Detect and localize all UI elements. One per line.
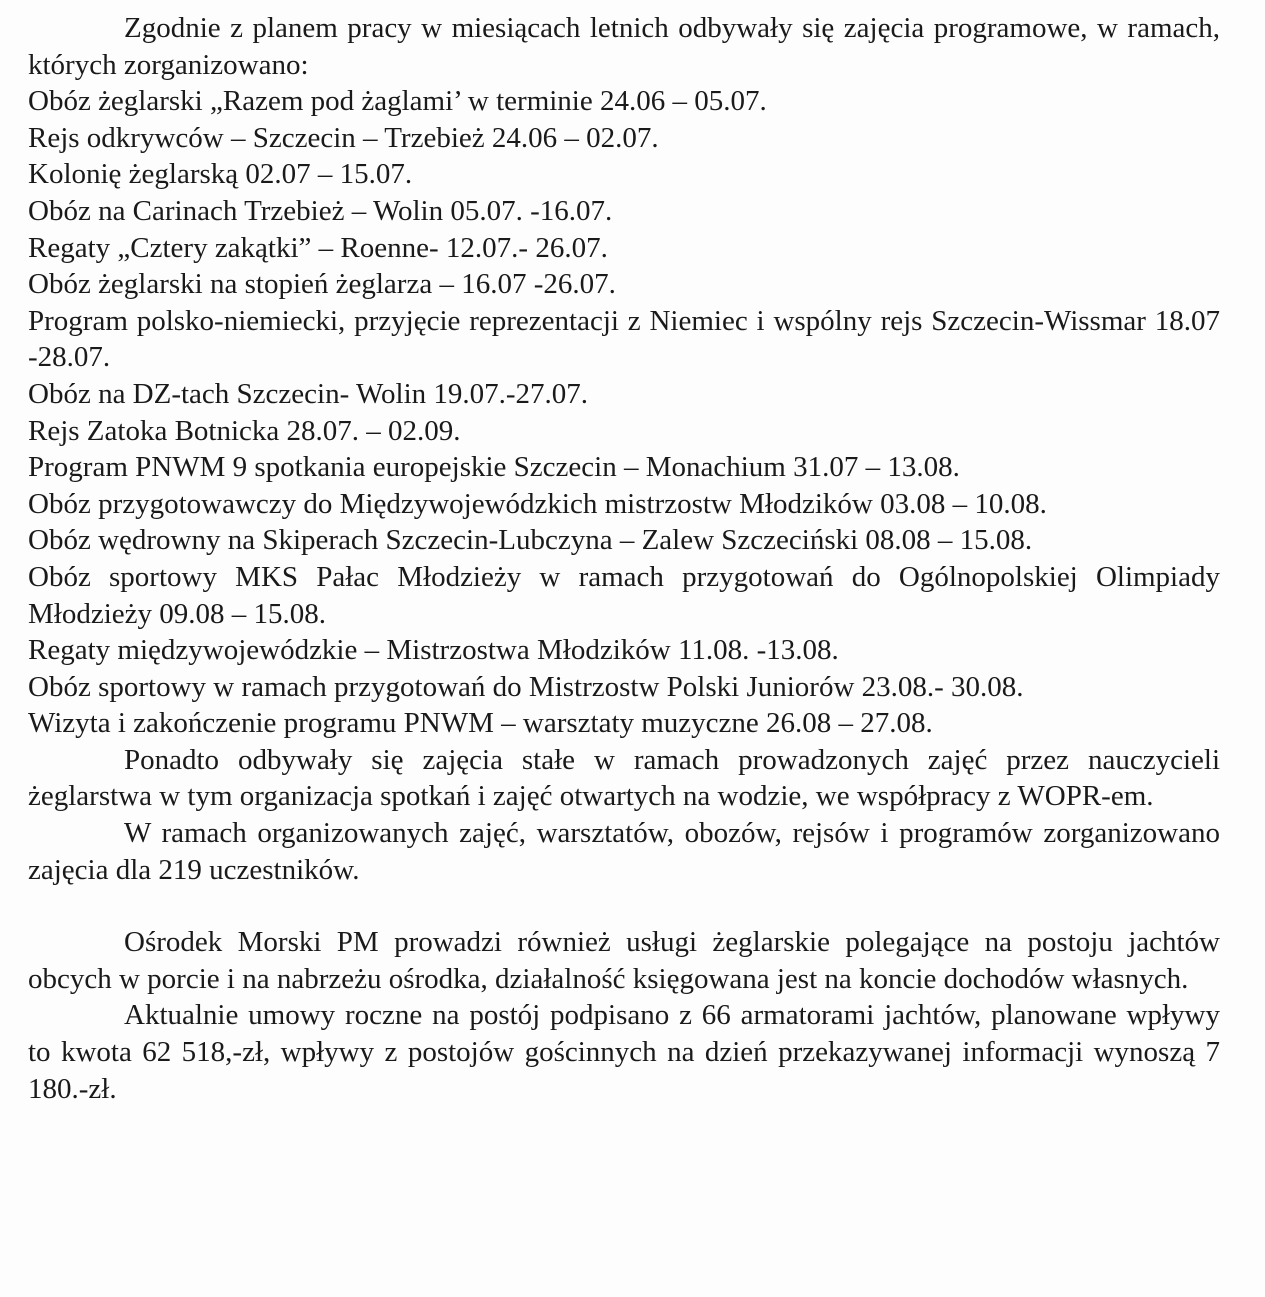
event-item: Rejs Zatoka Botnicka 28.07. – 02.09. bbox=[28, 414, 461, 447]
event-item: Kolonię żeglarską 02.07 – 15.07. bbox=[28, 158, 413, 191]
event-item: Obóz żeglarski na stopień żeglarza – 16.07 -26.07. bbox=[28, 268, 616, 301]
document-body bbox=[28, 10, 1220, 1107]
event-item: Obóz na DZ-tach Szczecin- Wolin 19.07.-27.07. bbox=[28, 377, 589, 410]
annual-contracts-paragraph: Aktualnie umowy roczne na postój podpisano z 66 armatorami jachtów, planowane wpływy to kwota 62 518,-zł, wpływy z postojów gościnnych na dzień przekazywanej informacji wynoszą 7 180.-zł. bbox=[28, 999, 1220, 1105]
event-item: Program PNWM 9 spotkania europejskie Szczecin – Monachium 31.07 – 13.08. bbox=[28, 451, 960, 484]
event-item: Obóz sportowy MKS Pałac Młodzieży w ramach przygotowań do Ogólnopolskiej Olimpiady Młodzieży 09.08 – 15.08. bbox=[28, 560, 1220, 630]
sailing-services-paragraph: Ośrodek Morski PM prowadzi również usługi żeglarskie polegające na postoju jachtów obcych w porcie i na nabrzeżu ośrodka, działalność księgowana jest na koncie dochodów własnych. bbox=[28, 926, 1220, 995]
paragraph-spacer bbox=[28, 888, 1220, 924]
event-list bbox=[28, 83, 1220, 742]
event-item: Obóz żeglarski „Razem pod żaglami’ w terminie 24.06 – 05.07. bbox=[28, 85, 767, 118]
event-item: Obóz sportowy w ramach przygotowań do Mistrzostw Polski Juniorów 23.08.- 30.08. bbox=[28, 670, 1024, 703]
participants-paragraph: W ramach organizowanych zajęć, warsztatów, obozów, rejsów i programów zorganizowano zajęcia dla 219 uczestników. bbox=[28, 817, 1220, 886]
event-item: Wizyta i zakończenie programu PNWM – warsztaty muzyczne 26.08 – 27.08. bbox=[28, 707, 933, 740]
event-item: Obóz wędrowny na Skiperach Szczecin-Lubczyna – Zalew Szczeciński 08.08 – 15.08. bbox=[28, 524, 1033, 557]
event-item: Program polsko-niemiecki, przyjęcie reprezentacji z Niemiec i wspólny rejs Szczecin-Wissmar 18.07 -28.07. bbox=[28, 304, 1220, 374]
event-item: Regaty „Cztery zakątki” – Roenne- 12.07.- 26.07. bbox=[28, 231, 608, 264]
event-item: Regaty międzywojewódzkie – Mistrzostwa Młodzików 11.08. -13.08. bbox=[28, 634, 839, 667]
event-item: Obóz przygotowawczy do Międzywojewódzkich mistrzostw Młodzików 03.08 – 10.08. bbox=[28, 487, 1047, 520]
regular-activities-paragraph: Ponadto odbywały się zajęcia stałe w ramach prowadzonych zajęć przez nauczycieli żeglarstwa w tym organizacja spotkań i zajęć otwartych na wodzie, we współpracy z WOPR-em. bbox=[28, 743, 1220, 813]
event-item: Obóz na Carinach Trzebież – Wolin 05.07. -16.07. bbox=[28, 194, 613, 227]
intro-paragraph: Zgodnie z planem pracy w miesiącach letnich odbywały się zajęcia programowe, w ramach, których zorganizowano: bbox=[28, 12, 1220, 81]
event-item: Rejs odkrywców – Szczecin – Trzebież 24.06 – 02.07. bbox=[28, 121, 659, 154]
